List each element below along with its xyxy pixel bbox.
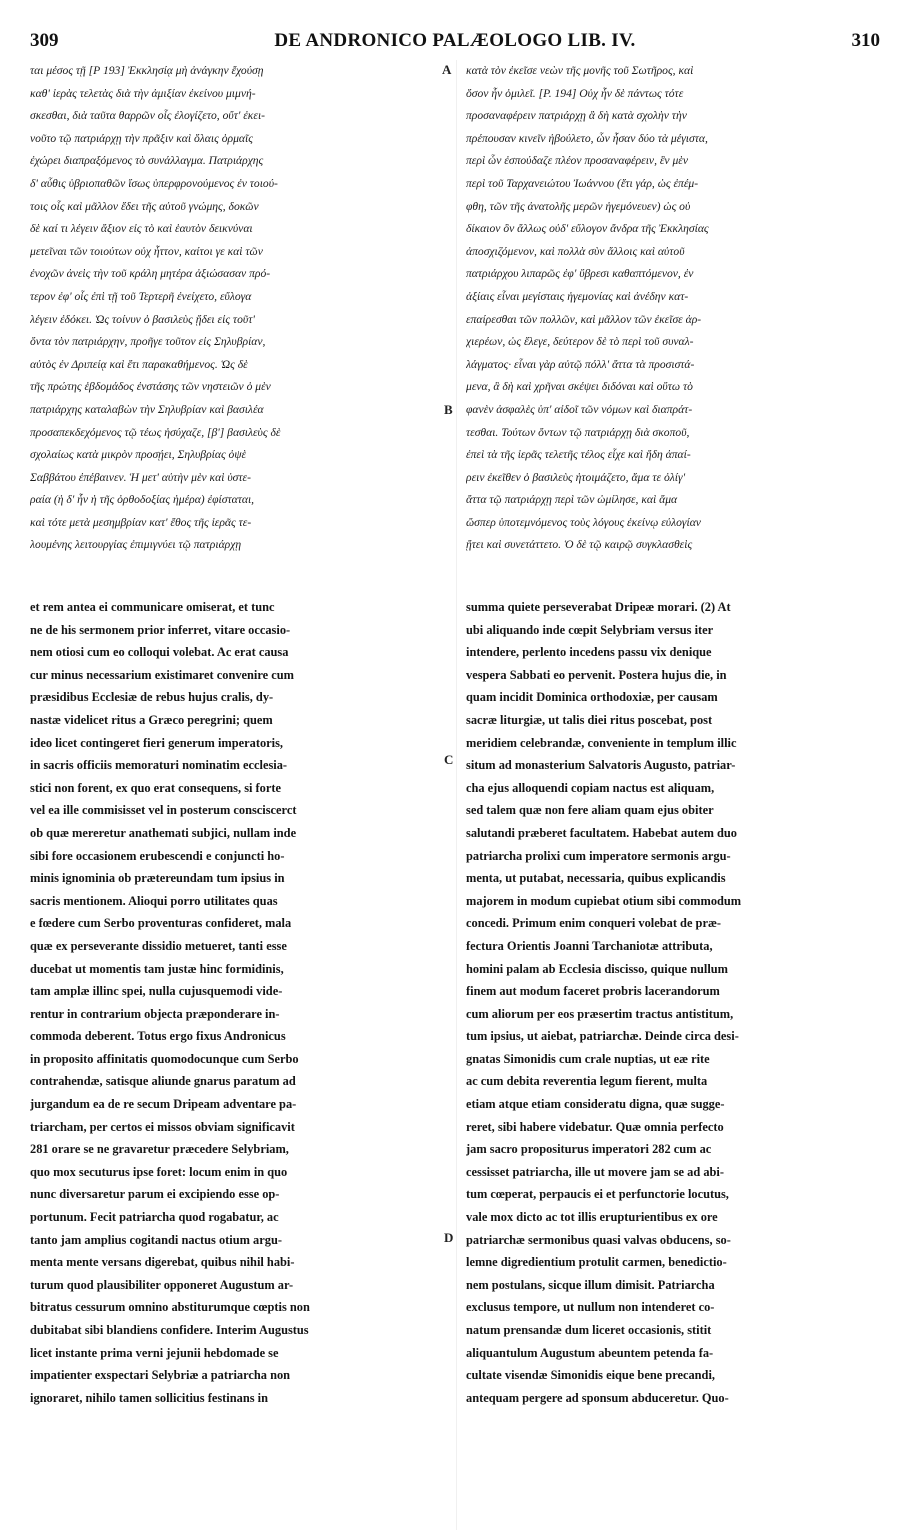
text-line: minis ignominia ob prætereundam tum ipsius in [30, 871, 285, 886]
text-line: ραία (ἡ δ' ἦν ἡ τῆς ὀρθοδοξίας ἡμέρα) ἐφίσταται, [30, 493, 255, 507]
margin-letter-a: A [442, 62, 452, 77]
text-line: reret, sibi habere videbatur. Quæ omnia perfecto [466, 1119, 724, 1134]
text-line: concedi. Primum enim conqueri volebat de præ- [466, 916, 722, 931]
text-line: μενα, ἃ δὴ καὶ χρῆναι σκέψει διδόναι καὶ οὕτω τὸ [466, 380, 693, 394]
text-line: quam incidit Dominica orthodoxiæ, per causam [466, 690, 718, 705]
text-line: ob quæ mereretur anathemati subjici, nullam inde [30, 825, 297, 840]
text-line: menta mente versans digerebat, quibus nihil habi- [30, 1255, 295, 1270]
text-line: sibi fore occasionem erubescendi e conjuncti ho- [30, 848, 285, 863]
text-line: ὄντα τὸν πατριάρχην, προῆγε τοῦτον εἰς Σηλυβρίαν, [30, 335, 266, 349]
text-line: σκεσθαι, διὰ ταῦτα θαρρῶν οἷς ἐλογίζετο, οὔτ' ἐκει- [30, 109, 266, 123]
text-line: χιερέων, ὡς ἔλεγε, δεύτερον δὲ τὸ περὶ τοῦ συναλ- [466, 335, 694, 349]
text-line: in proposito affinitatis quomodocunque cum Serbo [30, 1051, 299, 1066]
page-number-right: 310 [851, 30, 880, 51]
text-line: ἐνοχῶν ἀνεὶς τὴν τοῦ κράλη μητέρα ἀξιώσασαν πρό- [30, 267, 271, 281]
text-line: tum cœperat, perpaucis ei et perfunctorie locutus, [466, 1187, 729, 1202]
text-line: δίκαιον ὂν ἄλλως οὐδ' εὔλογον ἄνδρα τῆς Ἐκκλησίας [466, 222, 709, 236]
text-line: exclusus tempore, ut nullum non intenderet co- [466, 1300, 715, 1315]
text-line: επαίρεσθαι τῶν πολλῶν, καὶ μᾶλλον τῶν ἐκεῖσε ἀρ- [466, 312, 702, 326]
text-line: ac cum debita reverentia legum fierent, multa [466, 1074, 708, 1089]
text-line: patriarchæ sermonibus quasi valvas obducens, so- [466, 1232, 731, 1247]
text-line: menta, ut putabat, necessaria, quibus explicandis [466, 871, 726, 886]
text-line: τοις οἷς καὶ μᾶλλον ἔδει τῆς αὐτοῦ γνώμης, δοκῶν [30, 199, 259, 213]
greek-column-left [30, 60, 440, 580]
text-line: τῆς πρώτης ἑβδομάδος ἐνστάσης τῶν νηστειῶν ὁ μὲν [30, 380, 271, 394]
text-line: δὲ καί τι λέγειν ἄξιον εἰς τὸ καὶ ἑαυτὸν δεικνύναι [30, 222, 253, 236]
text-line: δ' αὖθις ὑβριοπαθῶν ἴσως ὑπερφρονούμενος ἐν τοιού- [30, 176, 278, 190]
text-line: e fœdere cum Serbo proventuras confideret, mala [30, 916, 292, 931]
text-line: triarcham, per certos ei missos obviam significavit [30, 1119, 295, 1134]
text-line: ὥσπερ ὑποτεμνόμενος τοὺς λόγους ἐκείνῳ εὐλογίαν [466, 515, 701, 529]
margin-letter-d: D [444, 1230, 454, 1245]
text-line: περὶ τοῦ Ταρχανειώτου Ἰωάννου (ἔτι γάρ, ὡς ἐπέμ- [466, 176, 699, 190]
text-line: meridiem celebrandæ, conveniente in templum illic [466, 735, 737, 750]
text-line: καὶ τότε μετὰ μεσημβρίαν κατ' ἔθος τῆς ἱερᾶς τε- [30, 515, 252, 529]
text-line: sed talem quæ non fere aliam quam ejus obiter [466, 803, 714, 818]
text-line: commoda deberent. Totus ergo fixus Andronicus [30, 1029, 286, 1044]
text-line: κατὰ τὸν ἐκεῖσε νεὼν τῆς μονῆς τοῦ Σωτῆρος, καὶ [466, 64, 694, 77]
text-line: ἄττα τῷ πατριάρχῃ περὶ τῶν ὡμίλησε, καὶ ἅμα [466, 493, 678, 507]
text-line: præsidibus Ecclesiæ de rebus hujus cralis, dy- [30, 690, 274, 705]
text-line: aliquantulum Augustum abeuntem petenda fa- [466, 1345, 714, 1360]
text-line: τεσθαι. Τούτων ὄντων τῷ πατριάρχῃ διὰ σκοποῦ, [466, 425, 690, 439]
text-line: ἀξίαις εἶναι μεγίσταις ἡγεμονίας καὶ ἀνέδην κατ- [466, 289, 689, 303]
text-line: ρειν ἐκεῖθεν ὁ βασιλεὺς ἡτοιμάζετο, ἅμα τε ὀλίγ' [466, 470, 686, 484]
text-line: quæ ex perseverante dissidio metueret, tanti esse [30, 938, 287, 953]
text-line: fectura Orientis Joanni Tarchaniotæ attributa, [466, 938, 713, 953]
text-line: ᾔτει καὶ συνετάττετο. Ὁ δὲ τῷ καιρῷ συγκλασθεὶς [466, 538, 693, 552]
text-line: σχολαίως κατὰ μικρὸν προσῄει, Σηλυβρίας ὀψὲ [30, 448, 247, 462]
text-line: Σαββάτου ἐπέβαινεν. Ἡ μετ' αὐτὴν μὲν καὶ ὑστε- [30, 470, 251, 484]
text-line: λάγματος· εἶναι γὰρ αὐτῷ πόλλ' ἄττα τὰ προσιστά- [466, 357, 695, 371]
text-line: quo mox secuturus ipse foret: locum enim in quo [30, 1164, 288, 1179]
latin-column-left [30, 596, 450, 1540]
running-head [30, 28, 880, 58]
text-line: ducebat ut momentis tam justæ hinc formidinis, [30, 961, 284, 976]
text-line: μετεῖναι τῶν τοιούτων οὐχ ἧττον, καίτοι γε καὶ τῶν [30, 244, 263, 258]
text-line: καθ' ἱερὰς τελετὰς διὰ τὴν ἀμιξίαν ἐκείνου μιμνή- [30, 86, 256, 100]
text-line: portunum. Fecit patriarcha quod rogabatur, ac [30, 1210, 279, 1225]
text-line: vel ea ille commisisset vel in posterum consciscerct [30, 803, 297, 818]
margin-letter-b: B [444, 402, 453, 417]
text-line: lemne digredientium protulit carmen, benedictio- [466, 1255, 727, 1270]
text-line: intendere, perlento incedens passu vix denique [466, 645, 712, 660]
text-line: natum prensandæ dum liceret occasionis, stitit [466, 1323, 712, 1337]
text-line: ideo licet contingeret fieri generum imperatoris, [30, 735, 284, 750]
text-line: contrahendæ, satisque aliunde gnarus paratum ad [30, 1074, 296, 1089]
text-line: vespera Sabbati eo pervenit. Postera hujus die, in [466, 667, 727, 682]
margin-letter-c: C [444, 752, 454, 767]
text-line: nastæ videlicet ritus a Græco peregrini; quem [30, 712, 273, 727]
text-line: stici non forent, ex quo erat consequens, si forte [30, 780, 282, 795]
text-line: φθη, τῶν τῆς ἀνατολῆς μερῶν ἡγεμόνευεν) ὡς οὐ [466, 199, 691, 213]
text-line: salutandi præberet facultatem. Habebat autem duo [466, 825, 737, 840]
text-line: et rem antea ei communicare omiserat, et tunc [30, 600, 275, 614]
text-line: vale mox dicto ac tot illis erupturientibus ex ore [466, 1210, 718, 1225]
text-line: situm ad monasterium Salvatoris Augusto, patriar- [466, 758, 736, 773]
text-line: tam amplæ illinc spei, nulla cujusquemodi vide- [30, 984, 283, 999]
text-line: in sacris officiis memoraturi nominatim ecclesia- [30, 758, 288, 773]
text-line: λουμένης λειτουργίας ἐπιμιγνύει τῷ πατριάρχῃ [30, 538, 242, 552]
text-line: jam sacro propositurus imperatori 282 cum ac [466, 1142, 712, 1157]
text-line: 281 orare se ne gravaretur præcedere Selybriam, [30, 1142, 289, 1157]
text-line: cessisset patriarcha, ille ut movere jam se ad abi- [466, 1164, 724, 1179]
text-line: nunc diversaretur parum ei excipiendo esse op- [30, 1187, 280, 1202]
text-line: πατριάρχου λιπαρῶς ἐφ' ὕβρεσι καθαπτόμενον, ἐν [466, 267, 694, 281]
text-line: ne de his sermonem prior inferret, vitare occasio- [30, 622, 291, 637]
text-line: πατριάρχης καταλαβὼν τὴν Σηλυβρίαν καὶ βασιλέα [30, 402, 264, 416]
text-line: ἐπεὶ τὰ τῆς ἱερᾶς τελετῆς τέλος εἶχε καὶ ἤδη ἀπαί- [466, 448, 691, 462]
text-line: etiam atque etiam consideratu digna, quæ sugge- [466, 1097, 725, 1112]
text-line: jurgandum ea de re secum Dripeam adventare pa- [30, 1097, 297, 1112]
text-line: majorem in modum cupiebat otium sibi commodum [466, 893, 742, 908]
text-line: sacræ liturgiæ, ut talis diei ritus poscebat, post [466, 712, 713, 727]
text-line: προσαναφέρειν πατριάρχῃ ἃ δὴ κατὰ σχολὴν τὴν [466, 109, 687, 123]
text-line: ignoraret, nihilo tamen sollicitius festinans in [30, 1390, 268, 1405]
text-line: finem aut modum faceret probris lacerandorum [466, 984, 720, 999]
text-line: cur minus necessarium existimaret convenire cum [30, 667, 294, 682]
page-title: DE ANDRONICO PALÆOLOGO LIB. IV. [274, 30, 636, 51]
text-line: dubitabat sibi blandiens confidere. Interim Augustus [30, 1323, 309, 1337]
text-line: homini palam ab Ecclesia discisso, quique nullum [466, 961, 728, 976]
text-line: bitratus cessurum omnino abstiturumque cœptis non [30, 1300, 310, 1315]
text-line: προσαπεκδεχόμενος τῷ τέως ἡσύχαζε, [β'] βασιλεὺς δὲ [30, 425, 281, 439]
text-line: ἐχώρει διαπραξόμενος τὸ συνάλλαγμα. Πατριάρχης [30, 154, 264, 168]
text-line: cha ejus alloquendi copiam nactus est aliquam, [466, 780, 715, 795]
text-line: impatienter exspectari Selybriæ a patriarcha non [30, 1368, 291, 1383]
text-line: ται μέσος τῇ [P 193] Ἐκκλησίᾳ μὴ ἀνάγκην ἔχούσῃ [30, 64, 264, 77]
text-line: summa quiete perseverabat Dripeæ morari. (2) At [466, 600, 731, 614]
text-line: licet instante prima verni jejunii hebdomade se [30, 1345, 279, 1360]
text-line: νοῦτο τῷ πατριάρχῃ τὴν πρᾶξιν καὶ ὅλαις ὁρμαῖς [30, 131, 253, 145]
text-line: ἀποσχιζόμενον, καὶ πολλὰ σὺν ἄλλοις καὶ αὐτοῦ [466, 244, 685, 258]
text-line: turum quod plausibiliter opponeret Augustum ar- [30, 1277, 294, 1292]
text-line: rentur in contrarium objecta præponderare in- [30, 1006, 280, 1021]
page-number-left: 309 [30, 30, 59, 51]
latin-column-right [466, 596, 878, 1540]
text-line: πρέπουσαν κινεῖν ἠβούλετο, ὧν ἦσαν δύο τὰ μέγιστα, [466, 131, 708, 145]
text-line: patriarcha prolixi cum imperatore sermonis argu- [466, 848, 731, 863]
text-line: φανὲν ἀσφαλὲς ὑπ' αἰδοῖ τῶν νόμων καὶ διαπράτ- [466, 402, 693, 416]
text-line: cultate visendæ Simonidis eique bene precandi, [466, 1368, 715, 1383]
text-line: antequam pergere ad sponsum abduceretur. Quo- [466, 1390, 729, 1405]
text-line: gnatas Simonidis cum crale nuptias, ut eæ rite [466, 1051, 710, 1066]
column-gutter [456, 60, 457, 1530]
text-line: τερον ἐφ' οἷς ἐπὶ τῇ τοῦ Τερτερῆ ἐνείχετο, εὔλογα [30, 289, 252, 303]
text-line: λέγειν ἐδόκει. Ὡς τοίνυν ὁ βασιλεὺς ᾔδει εἰς τοῦτ' [30, 312, 255, 326]
text-line: αὐτὸς ἐν Δριπείᾳ καὶ ἔτι παρακαθήμενος. Ὡς δὲ [30, 357, 248, 371]
text-line: tanto jam amplius cogitandi nactus otium argu- [30, 1232, 282, 1247]
text-line: nem otiosi cum eo colloqui volebat. Ac erat causa [30, 645, 289, 660]
text-line: cum aliorum per eos præsertim tractus antistitum, [466, 1006, 734, 1021]
text-line: sacris mentionem. Alioqui porro utilitates quas [30, 893, 278, 908]
text-line: tum ipsius, ut aiebat, patriarchæ. Deinde circa desi- [466, 1029, 739, 1044]
text-line: ubi aliquando inde cœpit Selybriam versus iter [466, 622, 714, 637]
greek-column-right [466, 60, 878, 580]
text-line: ὅσον ἦν ὁμιλεῖ. [P. 194] Οὐχ ἧν δὲ πάντως τότε [466, 86, 684, 100]
text-line: nem postulans, sicque illum dimisit. Patriarcha [466, 1277, 715, 1292]
text-line: περὶ ὧν ἐσπούδαζε πλέον προσαναφέρειν, ἓν μὲν [466, 154, 689, 168]
